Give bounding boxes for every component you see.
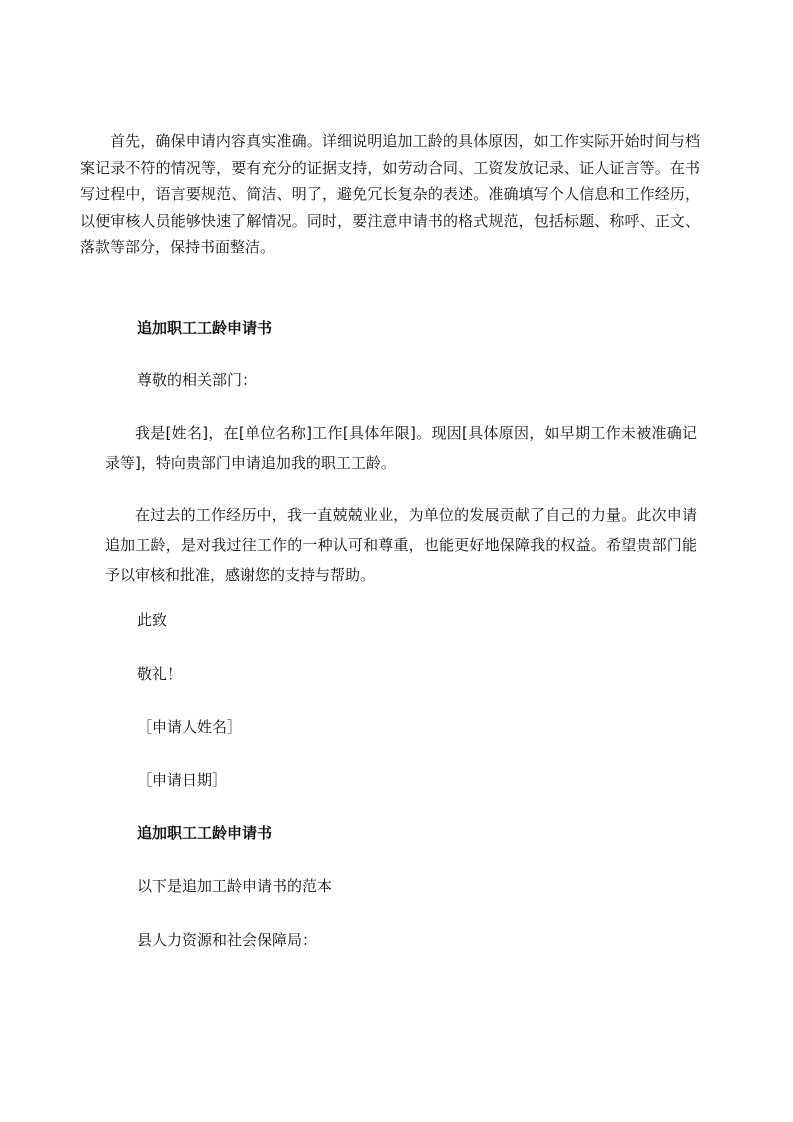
letter-salutation: 尊敬的相关部门： bbox=[137, 371, 258, 389]
second-section-intro: 以下是追加工龄申请书的范本 bbox=[137, 877, 333, 895]
letter-body-paragraph-2: 在过去的工作经历中，我一直兢兢业业，为单位的发展贡献了自己的力量。此次申请追加工龄，是对我过往工作的一种认可和尊重，也能更好地保障我的权益。希望贵部门能予以审核和批准，感谢您的支持与帮助。 bbox=[105, 506, 697, 584]
letter-title: 追加职工工龄申请书 bbox=[137, 319, 273, 337]
letter-date: ［申请日期］ bbox=[137, 771, 228, 789]
second-section-title: 追加职工工龄申请书 bbox=[137, 824, 273, 842]
letter-closing-1: 此致 bbox=[137, 611, 168, 629]
letter-signature: ［申请人姓名］ bbox=[137, 718, 243, 736]
intro-paragraph: 首先，确保申请内容真实准确。详细说明追加工龄的具体原因，如工作实际开始时间与档案记录不符的情况等，要有充分的证据支持，如劳动合同、工资发放记录、证人证言等。在书写过程中，语言要规范、简洁、明了，避免冗长复杂的表述。准确填写个人信息和工作经历，以便审核人员能够快速了解情况。同时，要注意申请书的格式规范，包括标题、称呼、正文、落款等部分，保持书面整洁。 bbox=[80, 132, 700, 256]
letter-closing-2: 敬礼！ bbox=[137, 665, 183, 683]
letter-body-paragraph-1: 我是[姓名]，在[单位名称]工作[具体年限]。现因[具体原因，如早期工作未被准确记录等]，特向贵部门申请追加我的职工工龄。 bbox=[105, 424, 697, 472]
second-section-addressee: 县人力资源和社会保障局： bbox=[137, 931, 318, 949]
